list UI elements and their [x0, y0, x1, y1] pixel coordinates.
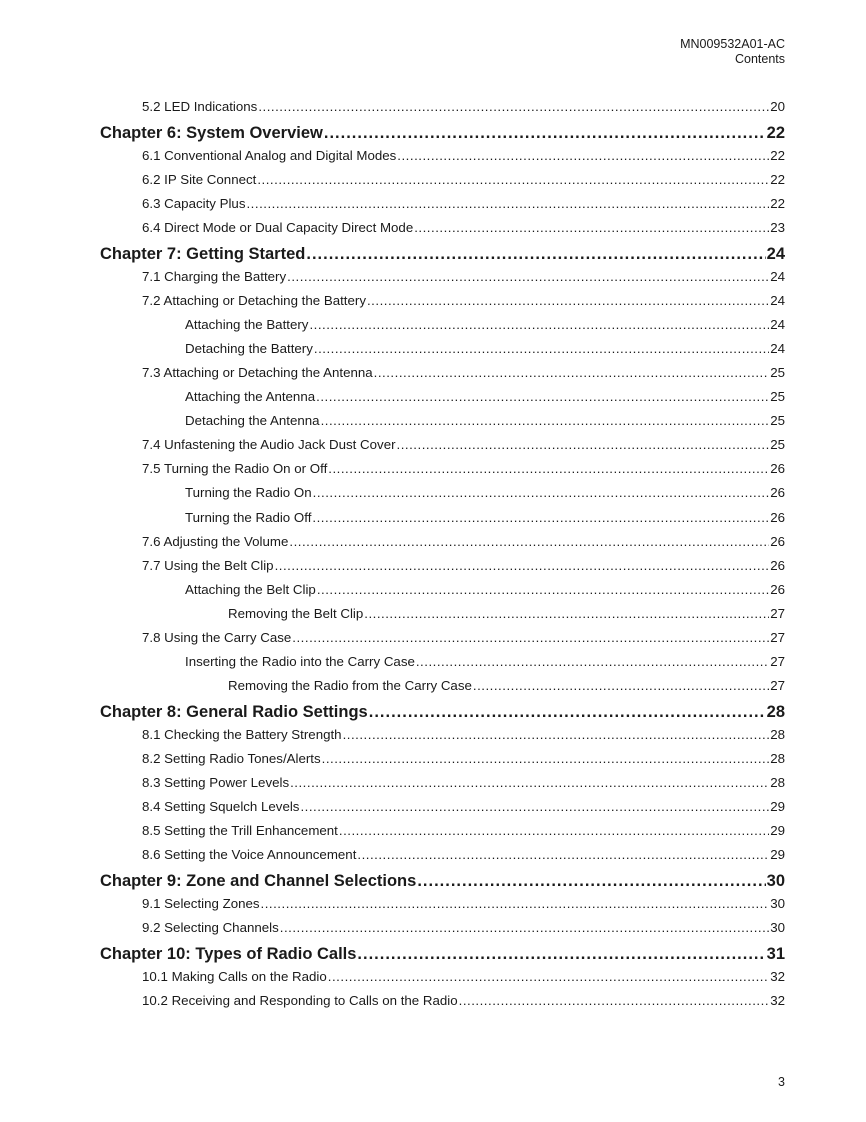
toc-entry-page: 26	[770, 581, 785, 597]
toc-entry-page: 24	[770, 316, 785, 332]
toc-entry[interactable]	[142, 555, 785, 577]
toc-chapter-entry[interactable]	[100, 941, 785, 967]
dot-leader	[257, 169, 769, 191]
toc-entry[interactable]	[142, 458, 785, 480]
dot-leader	[364, 603, 769, 625]
dot-leader	[314, 338, 769, 360]
toc-entry[interactable]	[142, 772, 785, 794]
dot-leader	[357, 941, 765, 967]
toc-entry-page: 22	[770, 147, 785, 163]
toc-entry[interactable]	[142, 990, 785, 1012]
toc-entry-page: 29	[770, 847, 785, 863]
toc-entry-page: 26	[770, 461, 785, 477]
toc-entry-title: Chapter 8: General Radio Settings	[100, 703, 368, 722]
toc-entry-title: 6.2 IP Site Connect	[142, 171, 257, 187]
toc-entry[interactable]	[185, 386, 785, 408]
dot-leader	[309, 314, 769, 336]
toc-entry-page: 29	[770, 799, 785, 815]
toc-entry[interactable]	[142, 290, 785, 312]
dot-leader	[459, 990, 770, 1012]
toc-entry[interactable]	[142, 893, 785, 915]
dot-leader	[321, 410, 770, 432]
toc-entry-page: 30	[770, 895, 785, 911]
toc-entry-title: Removing the Radio from the Carry Case	[228, 678, 472, 694]
toc-entry-title: 7.6 Adjusting the Volume	[142, 533, 289, 549]
toc-entry-title: 8.4 Setting Squelch Levels	[142, 799, 300, 815]
toc-entry-title: 10.1 Making Calls on the Radio	[142, 968, 327, 984]
dot-leader	[290, 772, 769, 794]
toc-entry-page: 27	[770, 630, 785, 645]
dot-leader	[416, 651, 769, 673]
toc-entry[interactable]	[142, 217, 785, 239]
toc-entry-page: 25	[770, 389, 785, 404]
toc-entry-title: 6.3 Capacity Plus	[142, 195, 246, 211]
toc-entry-page: 24	[770, 340, 785, 356]
dot-leader	[287, 266, 769, 288]
toc-entry[interactable]	[142, 627, 785, 649]
dot-leader	[322, 748, 770, 770]
toc-entry-title: 9.2 Selecting Channels	[142, 920, 279, 935]
toc-entry-title: 8.1 Checking the Battery Strength	[142, 726, 342, 742]
dot-leader	[343, 724, 770, 746]
toc-entry-title: 6.1 Conventional Analog and Digital Modes	[142, 147, 397, 163]
dot-leader	[312, 507, 769, 529]
toc-entry[interactable]	[142, 531, 785, 553]
toc-chapter-entry[interactable]	[100, 868, 785, 894]
toc-entry[interactable]	[142, 844, 785, 866]
toc-entry-title: Detaching the Antenna	[185, 413, 320, 429]
toc-entry-page: 26	[770, 557, 785, 573]
toc-entry-page: 26	[770, 485, 785, 501]
dot-leader	[313, 482, 770, 504]
toc-entry[interactable]	[185, 579, 785, 601]
toc-entry-page: 29	[770, 823, 785, 839]
toc-entry-title: Chapter 10: Types of Radio Calls	[100, 945, 357, 964]
toc-entry-page: 25	[770, 413, 785, 429]
toc-entry-title: 7.8 Using the Carry Case	[142, 630, 292, 645]
dot-leader	[258, 96, 769, 118]
toc-chapter-entry[interactable]	[100, 120, 785, 146]
toc-entry-title: 8.5 Setting the Trill Enhancement	[142, 823, 338, 839]
toc-entry[interactable]	[142, 820, 785, 842]
toc-chapter-entry[interactable]	[100, 699, 785, 725]
dot-leader	[414, 217, 769, 239]
toc-entry[interactable]	[228, 675, 785, 697]
toc-entry-title: 8.6 Setting the Voice Announcement	[142, 847, 357, 863]
toc-entry-page: 27	[770, 605, 785, 621]
toc-entry-page: 27	[770, 678, 785, 694]
toc-entry-title: Removing the Belt Clip	[228, 605, 364, 621]
dot-leader	[324, 120, 766, 146]
toc-entry[interactable]	[228, 603, 785, 625]
toc-entry-title: Turning the Radio On	[185, 485, 312, 501]
toc-entry[interactable]	[185, 651, 785, 673]
dot-leader	[374, 362, 770, 384]
section-name: Contents	[734, 52, 785, 66]
toc-entry-title: Detaching the Battery	[185, 340, 313, 356]
dot-leader	[357, 844, 769, 866]
toc-entry-title: 7.7 Using the Belt Clip	[142, 557, 274, 573]
toc-entry-title: 10.2 Receiving and Responding to Calls on the Radio	[142, 992, 458, 1008]
dot-leader	[292, 627, 769, 649]
toc-entry-title: 9.1 Selecting Zones	[142, 895, 260, 911]
toc-entry-page: 28	[770, 775, 785, 790]
toc-entry-page: 32	[770, 968, 785, 984]
toc-entry-page: 28	[770, 750, 785, 766]
dot-leader	[473, 675, 769, 697]
dot-leader	[328, 458, 769, 480]
toc-entry-page: 25	[770, 437, 785, 453]
toc-entry-page: 27	[770, 654, 785, 670]
dot-leader	[316, 386, 769, 408]
toc-entry-title: Attaching the Antenna	[185, 389, 316, 404]
toc-entry-page: 32	[770, 992, 785, 1008]
dot-leader	[246, 193, 769, 215]
toc-entry-page: 22	[770, 195, 785, 211]
toc-entry-title: 7.4 Unfastening the Audio Jack Dust Cover	[142, 437, 396, 453]
dot-leader	[289, 531, 769, 553]
toc-entry-title: 7.2 Attaching or Detaching the Battery	[142, 292, 366, 308]
dot-leader	[339, 820, 769, 842]
toc-entry[interactable]	[142, 796, 785, 818]
toc-entry-title: Turning the Radio Off	[185, 509, 312, 525]
toc-entry-title: 7.3 Attaching or Detaching the Antenna	[142, 364, 373, 380]
toc-entry[interactable]	[142, 724, 785, 746]
dot-leader	[397, 434, 770, 456]
toc-entry[interactable]	[185, 314, 785, 336]
toc-entry[interactable]	[142, 266, 785, 288]
toc-entry-page: 30	[770, 920, 785, 935]
toc-entry[interactable]	[185, 410, 785, 432]
dot-leader	[317, 579, 769, 601]
toc-entry-title: 8.3 Setting Power Levels	[142, 775, 290, 790]
toc-entry-title: Attaching the Battery	[185, 316, 309, 332]
toc-entry-page: 22	[770, 171, 785, 187]
toc-entry-page: 24	[770, 292, 785, 308]
toc-entry-page: 28	[766, 703, 785, 722]
toc-entry-page: 22	[766, 124, 785, 143]
toc-entry-title: Attaching the Belt Clip	[185, 581, 316, 597]
dot-leader	[367, 290, 769, 312]
toc-entry-title: 7.5 Turning the Radio On or Off	[142, 461, 328, 477]
toc-entry[interactable]	[142, 966, 785, 988]
dot-leader	[275, 555, 770, 577]
dot-leader	[306, 241, 765, 267]
toc-entry-page: 31	[766, 945, 785, 964]
toc-entry-title: Chapter 7: Getting Started	[100, 245, 306, 263]
toc-entry[interactable]	[142, 193, 785, 215]
document-number: MN009532A01-AC	[680, 37, 785, 51]
dot-leader	[280, 917, 769, 939]
toc-entry[interactable]	[142, 145, 785, 167]
toc-entry[interactable]	[142, 748, 785, 770]
toc-entry[interactable]	[185, 338, 785, 360]
dot-leader	[417, 868, 765, 894]
toc-entry-title: Inserting the Radio into the Carry Case	[185, 654, 415, 670]
dot-leader	[261, 893, 770, 915]
toc-entry-page: 26	[770, 509, 785, 525]
toc-entry-page: 20	[770, 99, 785, 114]
toc-entry-page: 25	[770, 364, 785, 380]
toc-entry[interactable]	[185, 507, 785, 529]
dot-leader	[397, 145, 769, 167]
dot-leader	[369, 699, 766, 725]
toc-entry[interactable]	[142, 169, 785, 191]
toc-entry-title: 6.4 Direct Mode or Dual Capacity Direct Mode	[142, 219, 414, 235]
toc-entry[interactable]	[185, 482, 785, 504]
dot-leader	[300, 796, 769, 818]
toc-entry-page: 24	[770, 268, 785, 284]
page-number: 3	[778, 1075, 785, 1089]
toc-chapter-entry[interactable]	[100, 241, 785, 267]
toc-entry-title: Chapter 9: Zone and Channel Selections	[100, 872, 417, 891]
toc-entry-title: 7.1 Charging the Battery	[142, 268, 287, 284]
toc-entry-title: 8.2 Setting Radio Tones/Alerts	[142, 750, 321, 766]
toc-entry-page: 24	[766, 245, 785, 263]
toc-entry[interactable]	[142, 434, 785, 456]
toc-entry-page: 28	[770, 726, 785, 742]
toc-entry-page: 30	[766, 872, 785, 891]
toc-entry-title: 5.2 LED Indications	[142, 99, 258, 114]
toc-entry[interactable]	[142, 96, 785, 118]
page-header	[680, 37, 785, 67]
toc-entry[interactable]	[142, 362, 785, 384]
dot-leader	[328, 966, 769, 988]
toc-entry-page: 23	[770, 219, 785, 235]
toc-entry-title: Chapter 6: System Overview	[100, 124, 323, 143]
toc-entry[interactable]	[142, 917, 785, 939]
toc-entry-page: 26	[770, 533, 785, 549]
